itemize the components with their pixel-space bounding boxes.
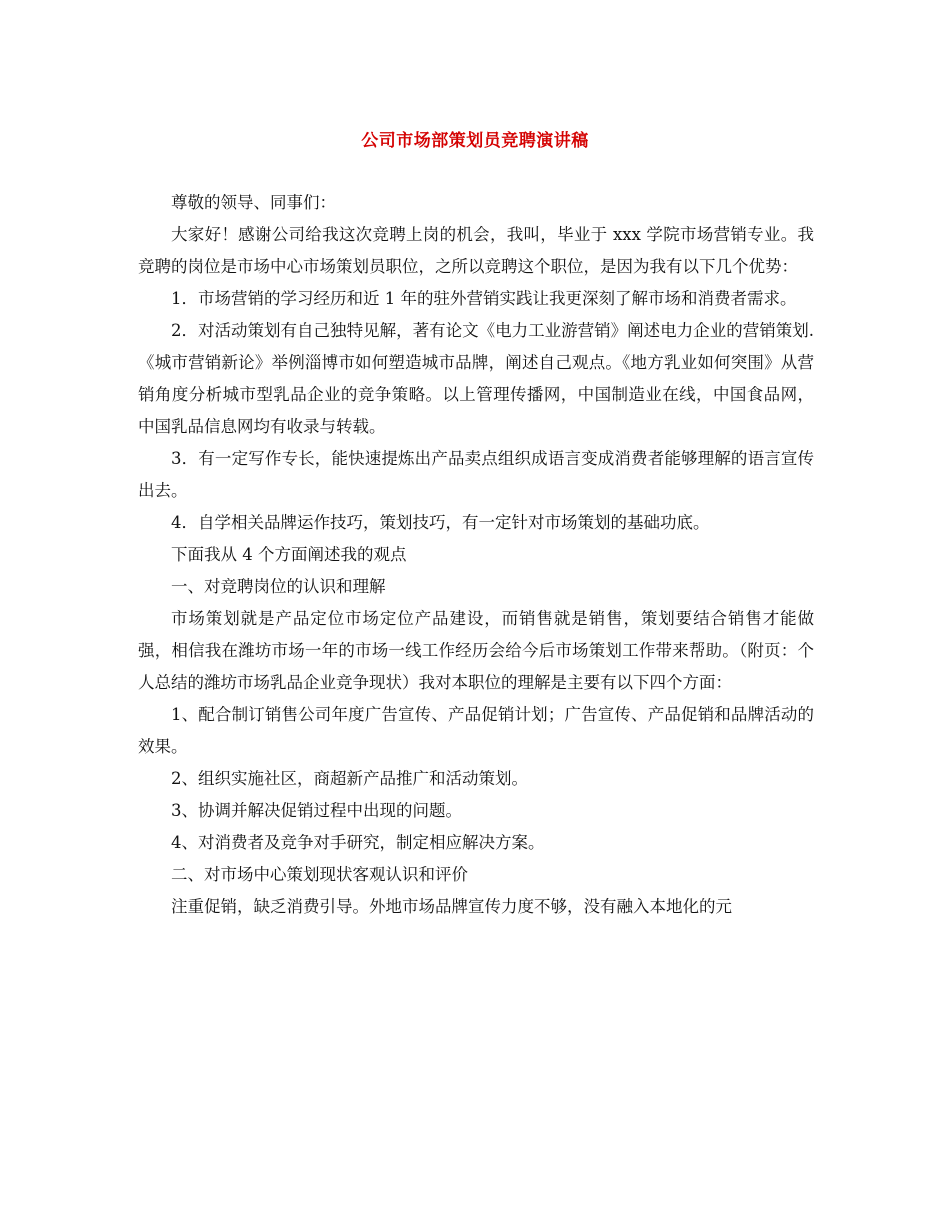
paragraph: 4．自学相关品牌运作技巧，策划技巧，有一定针对市场策划的基础功底。 [171, 513, 710, 532]
paragraph: 2、组织实施社区，商超新产品推广和活动策划。 [171, 769, 528, 788]
paragraph: 2．对活动策划有自己独特见解，著有论文《电力工业游营销》阐述电力企业的营销策划.《城市营销新论》举例淄博市如何塑造城市品牌，阐述自己观点。《地方乳业如何突围》从营销角度分析城市型乳品企业的竞争策略。以上管理传播网，中国制造业在线，中国食品网，中国乳品信息网均有收录与转载。 [138, 321, 814, 436]
paragraph: 尊敬的领导、同事们： [171, 193, 336, 212]
paragraph: 4、对消费者及竞争对手研究，制定相应解决方案。 [171, 833, 545, 852]
paragraph: 注重促销，缺乏消费引导。外地市场品牌宣传力度不够，没有融入本地化的元 [171, 897, 732, 916]
paragraph: 下面我从 4 个方面阐述我的观点 [171, 545, 407, 564]
paragraph: 市场策划就是产品定位市场定位产品建设，而销售就是销售，策划要结合销售才能做强，相信我在潍坊市场一年的市场一线工作经历会给今后市场策划工作带来帮助。（附页：个人总结的潍坊市场乳品企业竞争现状）我对本职位的理解是主要有以下四个方面： [138, 609, 814, 692]
paragraph: 大家好！感谢公司给我这次竞聘上岗的机会，我叫，毕业于 xxx 学院市场营销专业。我竞聘的岗位是市场中心市场策划员职位，之所以竞聘这个职位，是因为我有以下几个优势： [138, 225, 814, 276]
paragraph: 1、配合制订销售公司年度广告宣传、产品促销计划；广告宣传、产品促销和品牌活动的效果。 [138, 705, 814, 756]
document-body [138, 187, 814, 923]
section-heading: 一、对竞聘岗位的认识和理解 [171, 577, 386, 596]
paragraph: 3．有一定写作专长，能快速提炼出产品卖点组织成语言变成消费者能够理解的语言宣传出去。 [138, 449, 814, 500]
document-title: 公司市场部策划员竞聘演讲稿 [361, 131, 589, 151]
paragraph: 1．市场营销的学习经历和近 1 年的驻外营销实践让我更深刻了解市场和消费者需求。 [171, 289, 797, 308]
section-heading: 二、对市场中心策划现状客观认识和评价 [171, 865, 468, 884]
paragraph: 3、协调并解决促销过程中出现的问题。 [171, 801, 462, 820]
